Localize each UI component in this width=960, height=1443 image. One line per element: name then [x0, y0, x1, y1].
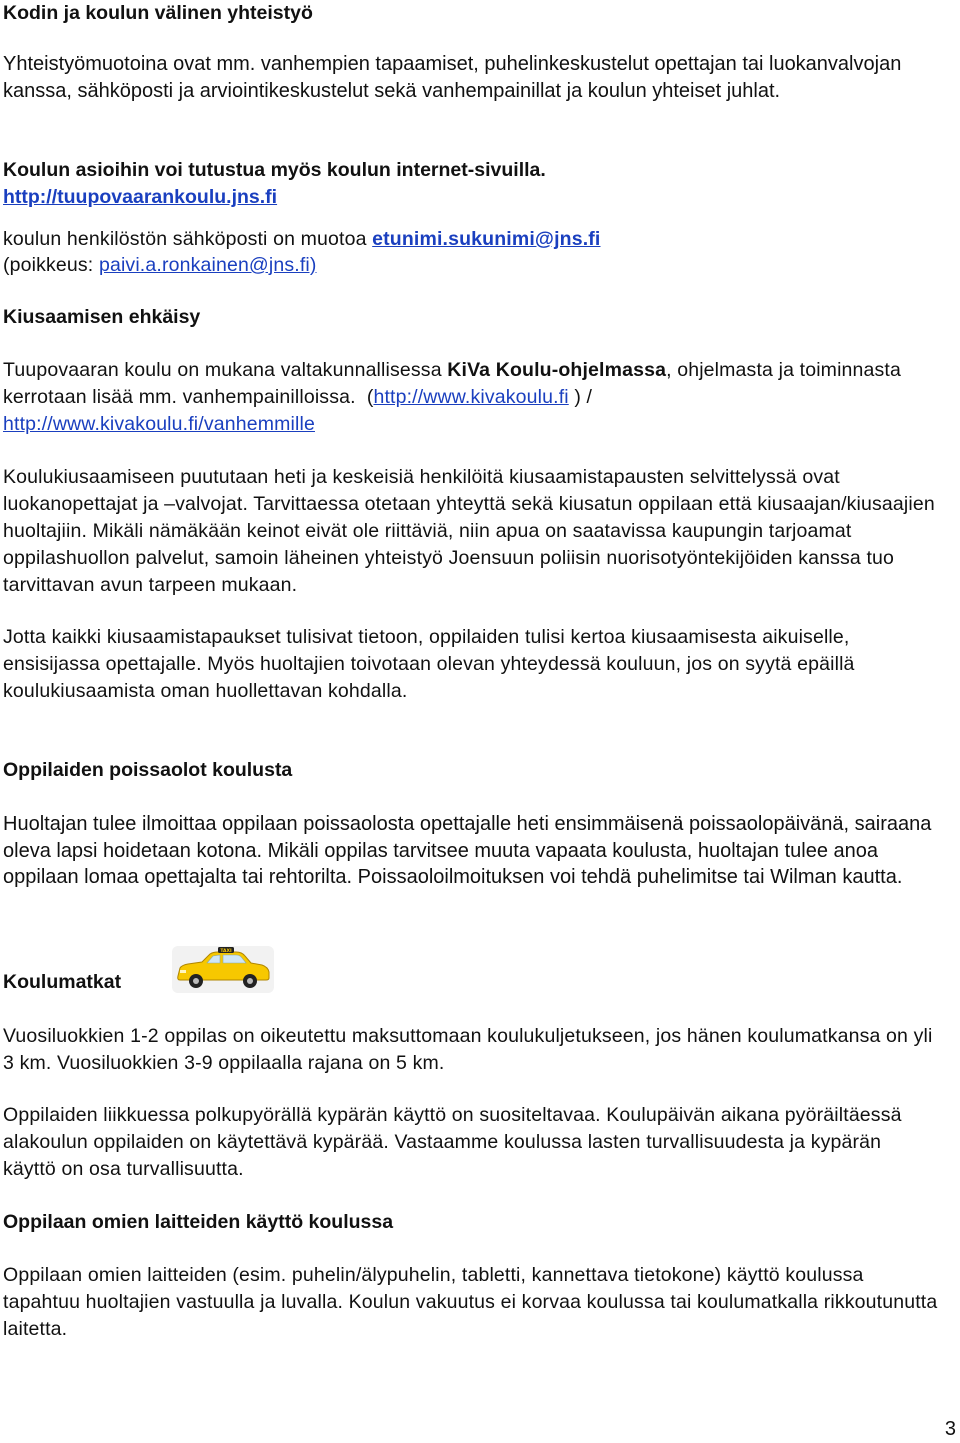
- email-format-text: koulun henkilöstön sähköposti on muotoa: [3, 228, 367, 250]
- paragraph-transport-eligibility: Vuosiluokkien 1-2 oppilas on oikeutettu maksuttomaan koulukuljetukseen, jos hänen koulumatkansa on yli 3 km. Vuosiluokkien 3-9 oppilaalla rajana on 5 km.: [3, 1025, 933, 1074]
- taxi-illustration: [172, 946, 274, 993]
- heading-own-devices: Oppilaan omien laitteiden käyttö koulussa: [3, 1211, 394, 1233]
- school-website-link[interactable]: http://tuupovaarankoulu.jns.fi: [3, 186, 278, 208]
- kivakoulu-parents-link[interactable]: http://www.kivakoulu.fi/vanhemmille: [3, 413, 315, 435]
- heading-school-trips: Koulumatkat: [3, 971, 122, 993]
- heading-absences: Oppilaiden poissaolot koulusta: [3, 759, 293, 781]
- heading-cooperation: Kodin ja koulun välinen yhteistyö: [3, 2, 313, 24]
- taxi-hub-front: [193, 978, 199, 984]
- email-format-link[interactable]: etunimi.sukunimi@jns.fi: [372, 228, 601, 250]
- paragraph-cooperation-forms: Yhteistyömuotoina ovat mm. vanhempien tapaamiset, puhelinkeskustelut opettajan tai luokanvalvojan kanssa, sähköposti ja arviointikeskustelut sekä vanhempainillat ja koulun yhteiset juhlat.: [3, 53, 902, 102]
- kiva-program-name: KiVa Koulu-ohjelmassa: [447, 359, 667, 381]
- page-number: 3: [944, 1418, 956, 1440]
- email-example-link[interactable]: paivi.a.ronkainen@jns.fi): [98, 254, 317, 276]
- kiva-paren-open: (: [366, 386, 374, 408]
- taxi-icon: [172, 946, 274, 993]
- paragraph-bicycle-helmet: Oppilaiden liikkuessa polkupyörällä kypärän käyttö on suositeltavaa. Koulupäivän aikana pyöräiltäessä alakoulun oppilaiden on käytettävä kypärää. Vastaamme koulussa lasten turvallisuudesta ja kypärän käyttö on osa turvallisuutta.: [3, 1104, 902, 1180]
- paragraph-kiva: [3, 357, 938, 438]
- website-text: Koulun asioihin voi tutustua myös koulun internet-sivuilla.: [3, 159, 546, 181]
- paragraph-bullying-handling: Koulukiusaamiseen puututaan heti ja keskeisiä henkilöitä kiusaamistapausten selvittelyssä ovat luokanopettajat ja –valvojat. Tarvittaessa otetaan yhteyttä sekä kiusatun oppilaan että kiusaajan/kiusaajien huoltajiin. Mikäli nämäkään keinot eivät ole riittäviä, niin apua on saatavissa kaupungin tarjoamat oppilashuollon palvelut, samoin läheinen yhteistyö Joensuun poliisin nuorisotyöntekijöiden kanssa tuo tarvittavan avun tarpeen mukaan.: [3, 466, 935, 596]
- taxi-headlight: [180, 970, 186, 973]
- taxi-sign-text: TAXI: [220, 949, 232, 954]
- email-format-line: [3, 226, 938, 253]
- kiva-text-b: , ohjelmasta ja toiminnasta kerrotaan lisää mm. vanhempainilloissa.: [3, 359, 901, 408]
- paragraph-own-devices: Oppilaan omien laitteiden (esim. puhelin/älypuhelin, tabletti, kannettava tietokone) käyttö koulussa tapahtuu huoltajien vastuulla ja luvalla. Koulun vakuutus ei korvaa koulussa tai koulumatkalla rikkoutunutta laitetta.: [3, 1264, 938, 1340]
- heading-bullying-prevention: Kiusaamisen ehkäisy: [3, 306, 201, 328]
- kiva-link-separator: ) /: [574, 386, 593, 408]
- kivakoulu-link[interactable]: http://www.kivakoulu.fi: [373, 386, 569, 408]
- taxi-hub-rear: [247, 978, 253, 984]
- paragraph-absences: Huoltajan tulee ilmoittaa oppilaan poissaolosta opettajalle heti ensimmäisenä poissaolopäivänä, sairaana oleva lapsi hoidetaan kotona. Mikäli oppilas tarvitsee muuta vapaata koulusta, huoltajan tulee anoa oppilaan lomaa opettajalta tai rehtorilta. Poissaoloilmoituksen voi tehdä puhelimitse tai Wilman kautta.: [3, 813, 932, 888]
- email-example-line: [3, 252, 938, 279]
- paragraph-report-bullying: Jotta kaikki kiusaamistapaukset tulisivat tietoon, oppilaiden tulisi kertoa kiusaamisesta aikuiselle, ensisijassa opettajalle. Myös huoltajien toivotaan olevan yhteydessä kouluun, jos on syytä epäillä koulukiusaamista oman huollettavan kohdalla.: [3, 626, 855, 702]
- kiva-text-a: Tuupovaaran koulu on mukana valtakunnallisessa: [3, 359, 442, 381]
- email-example-prefix: (poikkeus:: [3, 254, 94, 276]
